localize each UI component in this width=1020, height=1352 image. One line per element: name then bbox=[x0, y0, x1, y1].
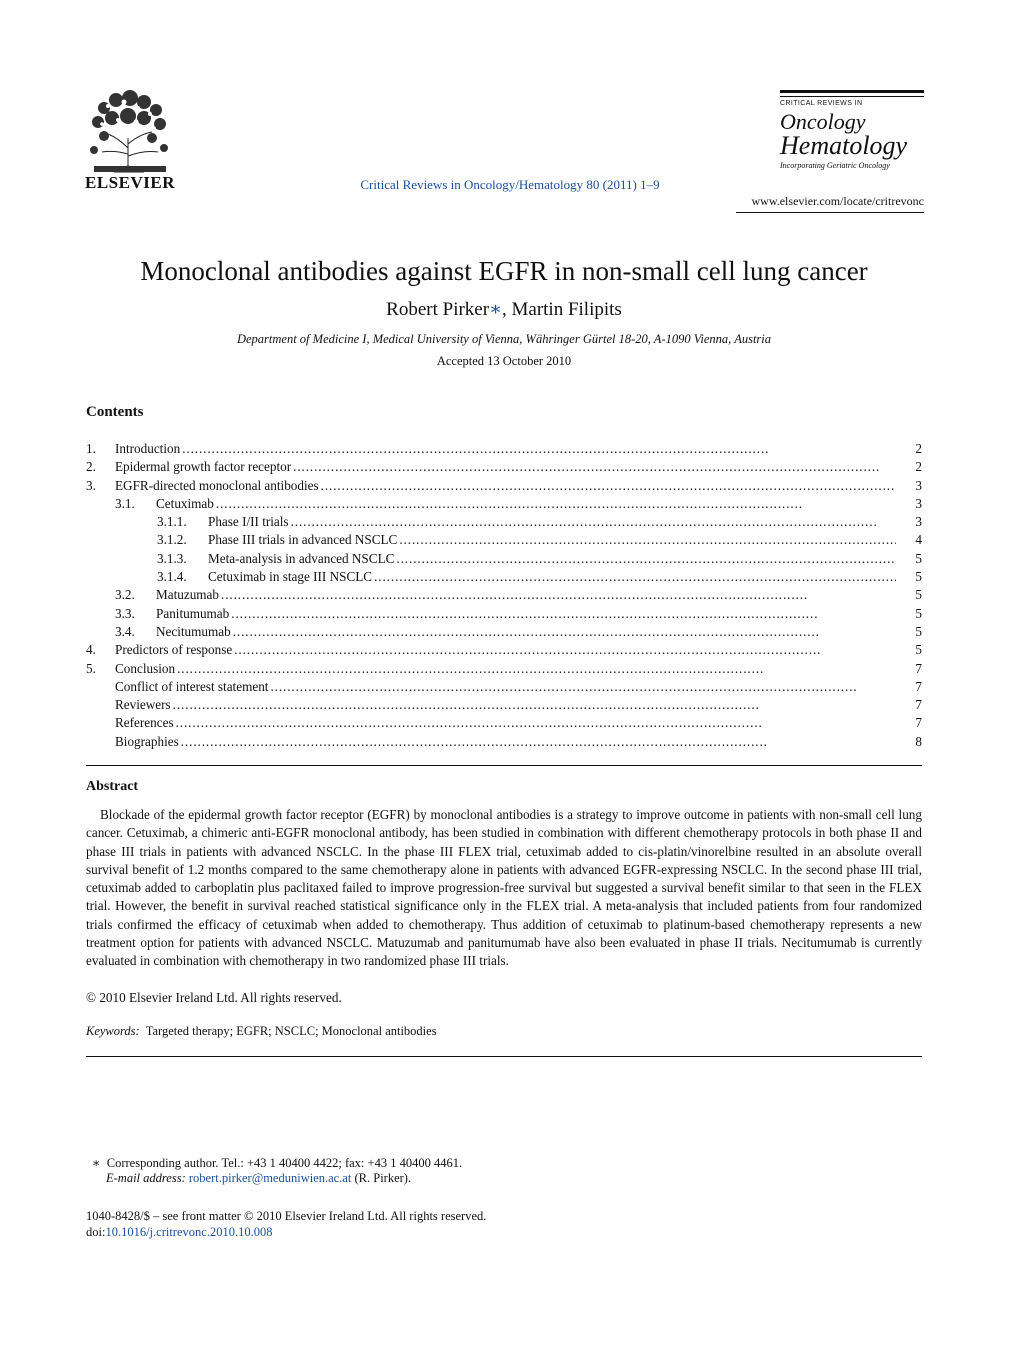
toc-entry-page: 5 bbox=[915, 587, 922, 603]
doi-prefix: doi: bbox=[86, 1225, 106, 1239]
toc-entry[interactable] bbox=[86, 641, 922, 659]
journal-logo-line2: Hematology bbox=[780, 131, 908, 160]
toc-entry-label bbox=[115, 696, 896, 713]
toc-entry-label bbox=[156, 495, 896, 512]
corresponding-author-link[interactable]: ∗ bbox=[489, 299, 502, 320]
email-link[interactable]: robert.pirker@meduniwien.ac.at bbox=[188, 1171, 352, 1185]
toc-entry-title: Cetuximab bbox=[156, 495, 214, 511]
toc-entry-number: 5. bbox=[86, 660, 96, 676]
toc-entry-page: 7 bbox=[915, 660, 922, 676]
contents-heading: Contents bbox=[86, 404, 144, 420]
toc-entry-page: 5 bbox=[915, 550, 922, 566]
email-label: E-mail address: bbox=[106, 1171, 186, 1185]
email-suffix: (R. Pirker). bbox=[351, 1171, 412, 1185]
toc-entry-page: 7 bbox=[915, 678, 922, 694]
toc-entry-title: Conclusion bbox=[115, 660, 176, 676]
toc-entry-page: 7 bbox=[915, 697, 922, 713]
doi-link[interactable]: 10.1016/j.critrevonc.2010.10.008 bbox=[105, 1225, 273, 1239]
keywords-label: Keywords: bbox=[86, 1024, 140, 1038]
author-name: Robert Pirker bbox=[386, 299, 490, 320]
toc-entry-label bbox=[208, 568, 896, 585]
toc-entry-page: 5 bbox=[915, 569, 922, 585]
toc-entry-title: Introduction bbox=[115, 441, 181, 456]
footnote-text: Corresponding author. Tel.: +43 1 40400 4422; fax: +43 1 40400 4461. bbox=[106, 1156, 463, 1170]
toc-entry-title: Predictors of response bbox=[115, 642, 233, 658]
toc-entry-label bbox=[115, 440, 896, 457]
toc-entry[interactable] bbox=[86, 714, 922, 732]
toc-entry-title: Matuzumab bbox=[156, 587, 219, 603]
toc-entry-number: 3.1.1. bbox=[157, 514, 187, 530]
toc-entry-page: 3 bbox=[915, 495, 922, 511]
journal-logo-line1: Oncology bbox=[780, 109, 866, 134]
journal-logo-small-caps: CRITICAL REVIEWS IN bbox=[780, 100, 863, 107]
toc-entry-title: Necitumumab bbox=[156, 623, 231, 639]
toc-entry-title: Reviewers bbox=[115, 697, 171, 713]
toc-entry-number: 3. bbox=[86, 477, 96, 493]
toc-entry-label bbox=[115, 641, 896, 658]
toc-entry[interactable] bbox=[86, 477, 922, 495]
toc-entry-page: 5 bbox=[915, 623, 922, 639]
toc-entry-label bbox=[115, 733, 896, 750]
header-divider bbox=[736, 212, 924, 213]
toc-entry[interactable] bbox=[86, 605, 922, 623]
toc-entry-label bbox=[115, 477, 896, 494]
toc-entry-page: 8 bbox=[915, 733, 922, 749]
toc-entry-label bbox=[115, 678, 896, 695]
toc-entry-page: 7 bbox=[915, 715, 922, 731]
toc-entry-number: 3.3. bbox=[115, 605, 135, 621]
email-footnote bbox=[106, 1171, 411, 1186]
toc-entry-number: 4. bbox=[86, 642, 96, 658]
author-name: , Martin Filipits bbox=[502, 299, 622, 320]
toc-entry-page: 3 bbox=[915, 477, 922, 493]
journal-url-link[interactable]: www.elsevier.com/locate/critrevonc bbox=[751, 194, 924, 208]
toc-entry-label bbox=[156, 586, 896, 603]
toc-entry-title: Phase I/II trials bbox=[208, 514, 289, 530]
author-list bbox=[0, 298, 1008, 321]
journal-logo-tagline: Incorporating Geriatric Oncology bbox=[780, 161, 890, 170]
logo-rule bbox=[780, 96, 924, 97]
toc-entry-label bbox=[115, 458, 896, 475]
toc-entry-label bbox=[208, 513, 896, 530]
toc-entry[interactable] bbox=[86, 440, 922, 458]
abstract-text: Blockade of the epidermal growth factor receptor (EGFR) by monoclonal antibodies is a strategy to improve outcome in patients with non-small cell lung cancer. Cetuximab, a chimeric anti-EGFR monoclonal antibody, has been studied in combination with different chemotherapy protocols in both phase II and phase III trials in patients with advanced NSCLC. In the phase III FLEX trial, cetuximab added to cis-platin/vinorelbine resulted in an absolute overall survival benefit of 1.2 months compared to the same chemotherapy alone in patients with advanced EGFR-expressing NSCLC. In the second phase III trial, cetuximab added to carboplatin plus paclitaxed failed to improve progression-free survival but suggested a survival benefit similar to that seen in the FLEX trial. However, the benefit in survival reached statistical significance only in the FLEX trial. A meta-analysis that included patients from four randomized trials confirmed the efficacy of cetuximab when added to chemotherapy. Thus addition of cetuximab to platinum-based chemotherapy represents a new treatment option for patients with advanced NSCLC. Matuzumab and panitumumab have also been evaluated in phase II trials. Necitumumab is currently evaluated in combination with chemotherapy in two randomized phase III trials. bbox=[86, 807, 922, 969]
toc-entry-title: EGFR-directed monoclonal antibodies bbox=[115, 477, 319, 493]
toc-entry-label bbox=[156, 605, 896, 622]
toc-entry-page: 2 bbox=[915, 441, 922, 456]
toc-entry-title: References bbox=[115, 715, 174, 731]
affiliation: Department of Medicine I, Medical University of Vienna, Währinger Gürtel 18-20, A-1090 Vienna, Austria bbox=[236, 332, 772, 346]
toc-entry[interactable] bbox=[86, 660, 922, 678]
toc-entry[interactable] bbox=[86, 458, 922, 476]
toc-entry-number: 3.1.3. bbox=[157, 550, 187, 566]
toc-entry-title: Cetuximab in stage III NSCLC bbox=[208, 569, 373, 585]
toc-entry[interactable] bbox=[86, 623, 922, 641]
journal-reference-link[interactable]: Critical Reviews in Oncology/Hematology 80 (2011) 1–9 bbox=[360, 177, 660, 192]
toc-entry-label bbox=[208, 531, 896, 548]
accepted-date: Accepted 13 October 2010 bbox=[436, 354, 572, 368]
doi-line bbox=[86, 1225, 272, 1240]
logo-rule bbox=[780, 90, 924, 93]
toc-entry-number: 3.1.2. bbox=[157, 532, 187, 548]
toc-entry-number: 3.1. bbox=[115, 495, 135, 511]
keywords bbox=[86, 1024, 437, 1039]
toc-entry[interactable] bbox=[86, 586, 922, 604]
toc-entry-number: 3.4. bbox=[115, 623, 135, 639]
toc-entry-title: Biographies bbox=[115, 733, 179, 749]
table-of-contents bbox=[86, 440, 922, 751]
toc-entry-label bbox=[156, 623, 896, 640]
toc-entry[interactable] bbox=[86, 513, 922, 531]
toc-entry-title: Epidermal growth factor receptor bbox=[115, 459, 292, 475]
section-divider bbox=[86, 1056, 922, 1057]
elsevier-wordmark: ELSEVIER bbox=[85, 173, 175, 192]
toc-entry-title: Panitumumab bbox=[156, 605, 230, 621]
toc-entry[interactable] bbox=[86, 696, 922, 714]
toc-entry-title: Meta-analysis in advanced NSCLC bbox=[208, 550, 395, 566]
toc-entry-page: 2 bbox=[915, 459, 922, 475]
toc-entry-title: Phase III trials in advanced NSCLC bbox=[208, 532, 398, 548]
toc-entry-title: Conflict of interest statement bbox=[115, 678, 269, 694]
toc-entry[interactable] bbox=[86, 733, 922, 751]
abstract-heading: Abstract bbox=[86, 779, 139, 794]
toc-entry-label bbox=[115, 660, 896, 677]
toc-entry[interactable] bbox=[86, 495, 922, 513]
toc-entry[interactable] bbox=[86, 550, 922, 568]
toc-entry-page: 3 bbox=[915, 514, 922, 530]
toc-entry-number: 3.2. bbox=[115, 587, 135, 603]
keywords-text: Targeted therapy; EGFR; NSCLC; Monoclonal antibodies bbox=[145, 1024, 437, 1038]
toc-entry-number: 1. bbox=[86, 441, 96, 456]
abstract-body bbox=[86, 806, 922, 971]
toc-entry[interactable] bbox=[86, 568, 922, 586]
corresponding-author-footnote bbox=[92, 1155, 462, 1171]
journal-logo bbox=[780, 90, 924, 170]
front-matter-notice: 1040-8428/$ – see front matter © 2010 Elsevier Ireland Ltd. All rights reserved. bbox=[86, 1209, 487, 1223]
toc-entry-page: 5 bbox=[915, 605, 922, 621]
toc-entry-number: 2. bbox=[86, 459, 96, 475]
copyright-notice: © 2010 Elsevier Ireland Ltd. All rights reserved. bbox=[86, 990, 342, 1005]
toc-entry-page: 4 bbox=[915, 532, 922, 548]
toc-entry-label bbox=[208, 550, 896, 567]
toc-entry-label bbox=[115, 714, 896, 731]
toc-entry-number: 3.1.4. bbox=[157, 569, 187, 585]
toc-entry[interactable] bbox=[86, 531, 922, 549]
section-divider bbox=[86, 765, 922, 766]
article-title: Monoclonal antibodies against EGFR in non-small cell lung cancer bbox=[140, 256, 868, 286]
footnote-mark: ∗ bbox=[92, 1156, 101, 1170]
toc-entry-page: 5 bbox=[915, 642, 922, 658]
toc-entry[interactable] bbox=[86, 678, 922, 696]
